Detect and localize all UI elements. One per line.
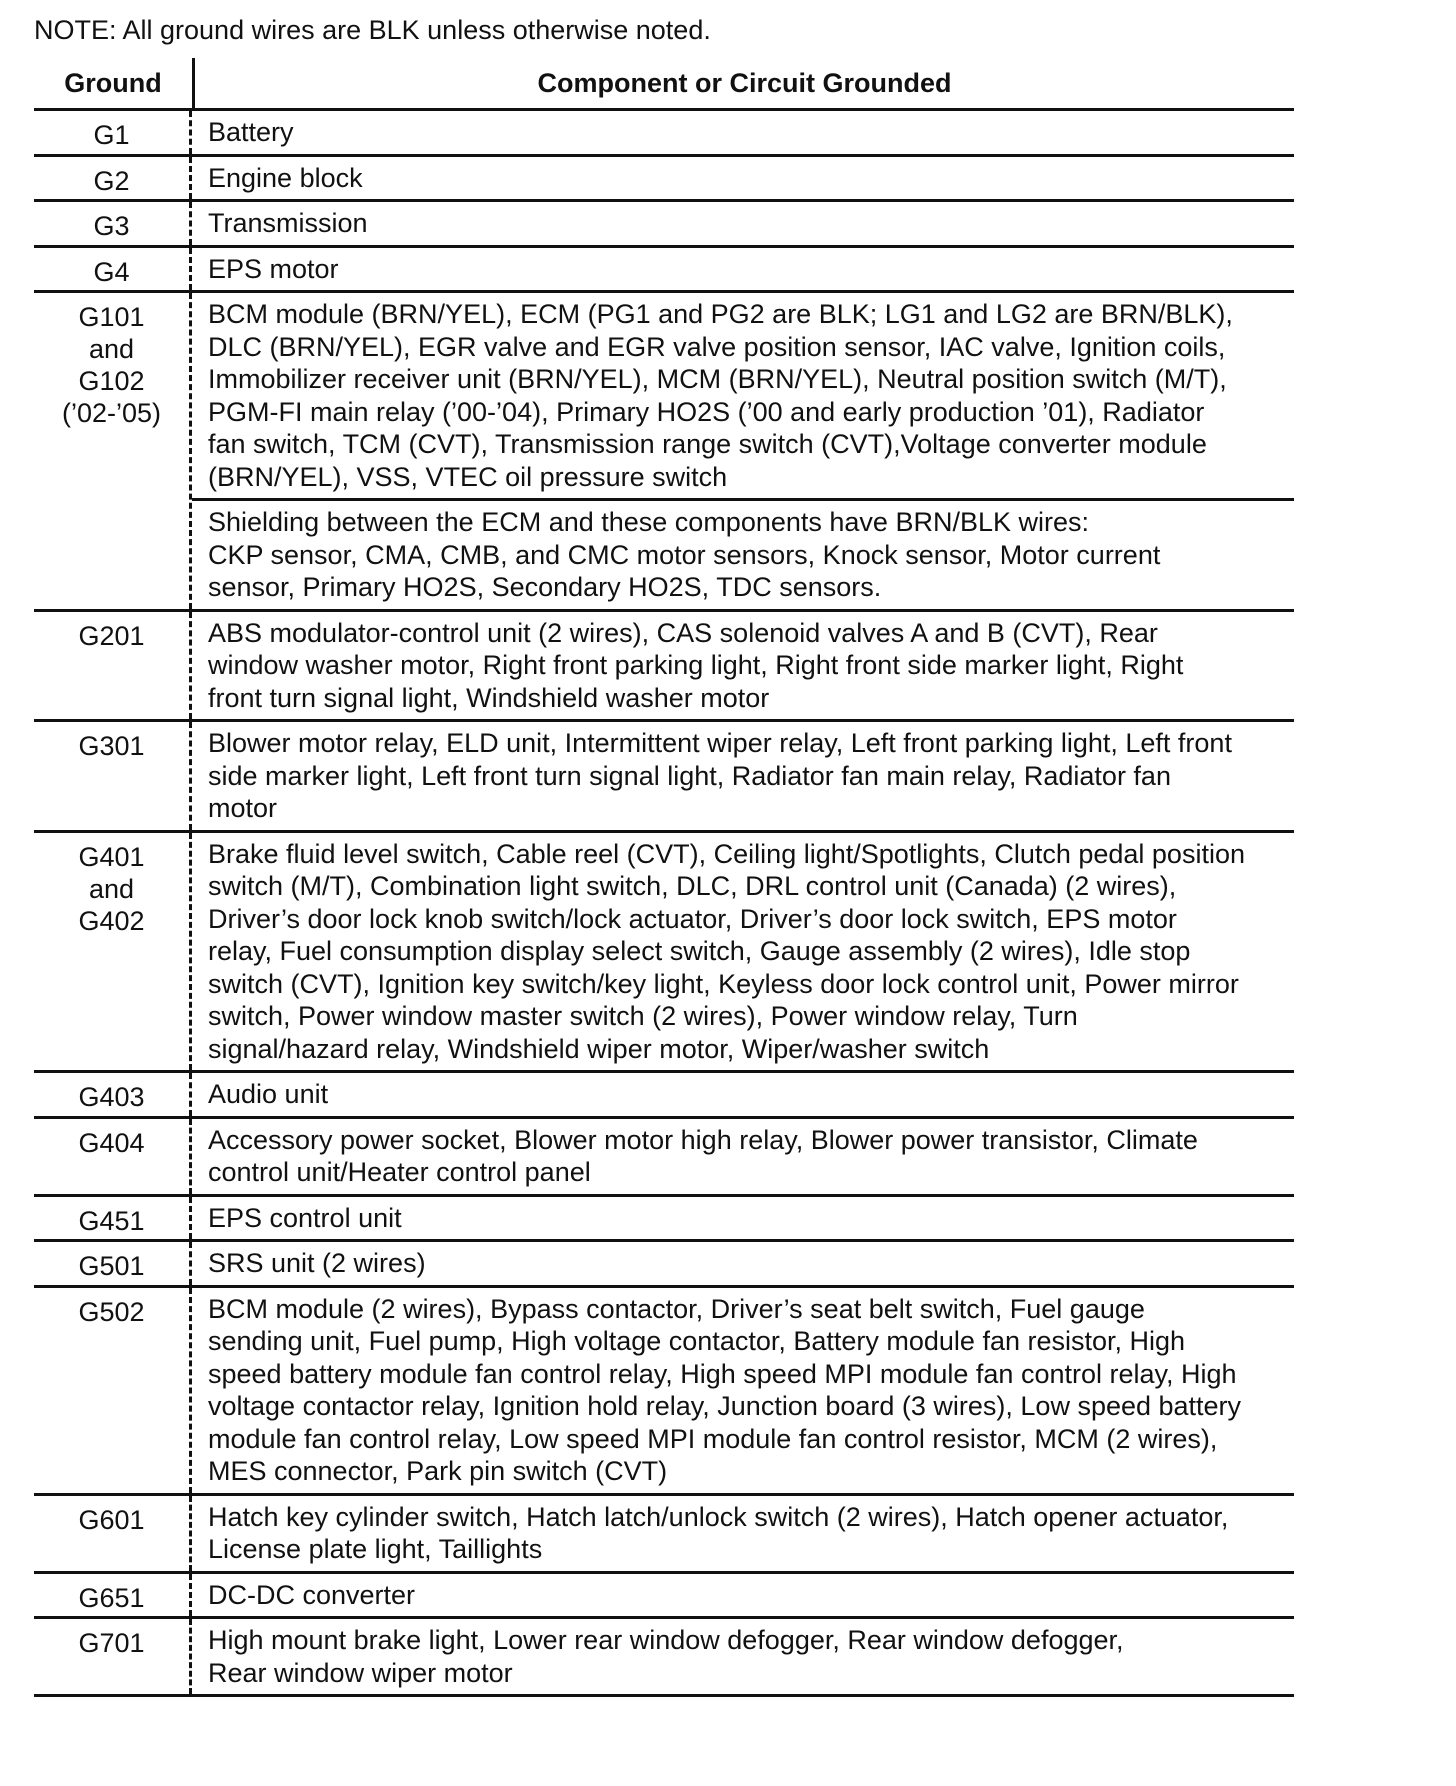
- ground-label: G102: [78, 366, 145, 396]
- component-cell: [192, 202, 1294, 245]
- component-line: sensor, Primary HO2S, Secondary HO2S, TDC sensors.: [208, 572, 882, 602]
- ground-cell: [34, 1496, 192, 1571]
- component-cell: [192, 157, 1294, 200]
- component-block: [192, 202, 1294, 245]
- ground-cell: [34, 157, 192, 200]
- component-cell: [192, 1574, 1294, 1617]
- table-row: [34, 248, 1294, 294]
- component-block: [192, 833, 1294, 1071]
- table-row: [34, 111, 1294, 157]
- component-cell: [192, 248, 1294, 291]
- ground-cell: [34, 1073, 192, 1116]
- table-row: [34, 1073, 1294, 1119]
- component-line: Engine block: [208, 162, 363, 193]
- ground-cell: [34, 111, 192, 154]
- ground-cell: [34, 1574, 192, 1617]
- ground-label: and: [88, 334, 135, 364]
- component-line: fan switch, TCM (CVT), Transmission range switch (CVT),Voltage converter module: [208, 429, 1207, 459]
- component-block: [192, 612, 1294, 720]
- component-block: [192, 248, 1294, 291]
- component-line: MES connector, Park pin switch (CVT): [208, 1456, 668, 1486]
- component-line: Accessory power socket, Blower motor high relay, Blower power transistor, Climate: [208, 1124, 1198, 1155]
- ground-label: G403: [78, 1082, 145, 1112]
- ground-cell: [34, 202, 192, 245]
- table-row: [34, 722, 1294, 833]
- table-row: [34, 1242, 1294, 1288]
- component-block: [192, 1574, 1294, 1617]
- table-row: [34, 833, 1294, 1074]
- header-component: Component or Circuit Grounded: [537, 68, 952, 98]
- component-block: [192, 1288, 1294, 1493]
- ground-cell: [34, 612, 192, 720]
- component-line: signal/hazard relay, Windshield wiper motor, Wiper/washer switch: [208, 1033, 990, 1064]
- component-line: control unit/Heater control panel: [208, 1157, 591, 1187]
- ground-label: G601: [78, 1504, 145, 1535]
- ground-label: G101: [78, 302, 145, 332]
- table-body: [34, 111, 1294, 1697]
- component-line: Driver’s door lock knob switch/lock actuator, Driver’s door lock switch, EPS motor: [208, 903, 1177, 934]
- table-row: [34, 202, 1294, 248]
- component-cell: [192, 612, 1294, 720]
- ground-label: G404: [78, 1127, 145, 1158]
- ground-label: G3: [93, 211, 130, 241]
- component-line: Brake fluid level switch, Cable reel (CVT), Ceiling light/Spotlights, Clutch pedal position: [208, 838, 1245, 869]
- component-cell: [192, 1197, 1294, 1240]
- ground-label: G651: [78, 1582, 145, 1613]
- ground-label: G301: [78, 731, 145, 761]
- component-line: EPS control unit: [208, 1202, 402, 1233]
- component-line: speed battery module fan control relay, High speed MPI module fan control relay, High: [208, 1358, 1237, 1389]
- table-row: [34, 1619, 1294, 1697]
- component-line: Rear window wiper motor: [208, 1657, 513, 1688]
- component-line: ABS modulator-control unit (2 wires), CAS solenoid valves A and B (CVT), Rear: [208, 617, 1158, 648]
- component-line: Transmission: [208, 208, 368, 238]
- component-line: relay, Fuel consumption display select switch, Gauge assembly (2 wires), Idle stop: [208, 936, 1191, 966]
- ground-label: G201: [78, 620, 145, 651]
- component-cell: [192, 1073, 1294, 1116]
- ground-label: G2: [93, 165, 130, 196]
- component-cell: [192, 293, 1294, 609]
- table-row: [34, 1288, 1294, 1496]
- component-line: EPS motor: [208, 253, 339, 284]
- component-block: [192, 157, 1294, 200]
- table-row: [34, 157, 1294, 203]
- component-cell: [192, 1242, 1294, 1285]
- ground-label: G1: [93, 120, 130, 150]
- ground-label: G501: [78, 1251, 145, 1281]
- component-line: switch, Power window master switch (2 wires), Power window relay, Turn: [208, 1001, 1078, 1031]
- table-row: [34, 612, 1294, 723]
- component-line: sending unit, Fuel pump, High voltage contactor, Battery module fan resistor, High: [208, 1326, 1186, 1356]
- component-line: Hatch key cylinder switch, Hatch latch/unlock switch (2 wires), Hatch opener actuator,: [208, 1501, 1229, 1532]
- component-line: DLC (BRN/YEL), EGR valve and EGR valve position sensor, IAC valve, Ignition coils,: [208, 331, 1226, 362]
- component-line: PGM-FI main relay (’00-’04), Primary HO2S (’00 and early production ’01), Radiator: [208, 396, 1205, 427]
- ground-label: (’02-’05): [61, 398, 162, 428]
- component-block: [192, 1619, 1294, 1694]
- ground-cell: [34, 293, 192, 609]
- ground-cell: [34, 1119, 192, 1194]
- table-row: [34, 1496, 1294, 1574]
- component-cell: [192, 833, 1294, 1071]
- table-header: [34, 58, 1294, 111]
- header-ground: Ground: [34, 58, 195, 108]
- ground-table: [34, 58, 1294, 1697]
- component-cell: [192, 1619, 1294, 1694]
- component-line: BCM module (BRN/YEL), ECM (PG1 and PG2 are BLK; LG1 and LG2 are BRN/BLK),: [208, 299, 1233, 329]
- component-block: [192, 1073, 1294, 1116]
- component-line: Blower motor relay, ELD unit, Intermittent wiper relay, Left front parking light, Left front: [208, 728, 1232, 758]
- component-cell: [192, 1288, 1294, 1493]
- ground-cell: [34, 248, 192, 291]
- table-row: [34, 1574, 1294, 1620]
- ground-label: G701: [78, 1628, 145, 1658]
- component-cell: [192, 1119, 1294, 1194]
- component-line: License plate light, Taillights: [208, 1534, 543, 1564]
- ground-label: G4: [93, 256, 130, 287]
- component-line: module fan control relay, Low speed MPI module fan control resistor, MCM (2 wires),: [208, 1423, 1218, 1454]
- ground-cell: [34, 722, 192, 830]
- component-block: [192, 293, 1294, 498]
- component-line: Immobilizer receiver unit (BRN/YEL), MCM (BRN/YEL), Neutral position switch (M/T),: [208, 364, 1227, 394]
- ground-cell: [34, 1197, 192, 1240]
- ground-label: G401: [78, 841, 145, 872]
- component-line: Shielding between the ECM and these components have BRN/BLK wires:: [208, 507, 1089, 537]
- ground-label: G402: [78, 905, 145, 936]
- component-line: front turn signal light, Windshield washer motor: [208, 682, 770, 713]
- component-line: window washer motor, Right front parking light, Right front side marker light, Right: [208, 650, 1184, 680]
- component-line: (BRN/YEL), VSS, VTEC oil pressure switch: [208, 461, 728, 492]
- component-block: [192, 498, 1294, 609]
- component-line: High mount brake light, Lower rear window defogger, Rear window defogger,: [208, 1625, 1124, 1655]
- table-row: [34, 1197, 1294, 1243]
- component-line: Audio unit: [208, 1079, 329, 1109]
- component-line: voltage contactor relay, Ignition hold relay, Junction board (3 wires), Low speed battery: [208, 1391, 1242, 1421]
- ground-cell: [34, 1242, 192, 1285]
- component-line: CKP sensor, CMA, CMB, and CMC motor sensors, Knock sensor, Motor current: [208, 539, 1161, 570]
- component-line: BCM module (2 wires), Bypass contactor, Driver’s seat belt switch, Fuel gauge: [208, 1293, 1145, 1324]
- component-line: DC-DC converter: [208, 1579, 416, 1610]
- component-cell: [192, 1496, 1294, 1571]
- component-block: [192, 1197, 1294, 1240]
- component-line: switch (CVT), Ignition key switch/key light, Keyless door lock control unit, Power mirror: [208, 968, 1239, 999]
- ground-label: and: [88, 873, 135, 904]
- ground-cell: [34, 1288, 192, 1493]
- component-cell: [192, 111, 1294, 154]
- ground-label: G502: [78, 1296, 145, 1327]
- ground-cell: [34, 1619, 192, 1694]
- component-block: [192, 722, 1294, 830]
- component-line: motor: [208, 793, 278, 823]
- component-block: [192, 111, 1294, 154]
- component-line: SRS unit (2 wires): [208, 1248, 426, 1278]
- component-line: side marker light, Left front turn signal light, Radiator fan main relay, Radiator fan: [208, 760, 1171, 791]
- note-text: NOTE: All ground wires are BLK unless otherwise noted.: [34, 15, 711, 45]
- component-block: [192, 1496, 1294, 1571]
- component-line: switch (M/T), Combination light switch, DLC, DRL control unit (Canada) (2 wires),: [208, 871, 1177, 901]
- ground-cell: [34, 833, 192, 1071]
- table-row: [34, 1119, 1294, 1197]
- table-row: [34, 293, 1294, 612]
- ground-label: G451: [78, 1205, 145, 1236]
- component-block: [192, 1242, 1294, 1285]
- component-block: [192, 1119, 1294, 1194]
- component-line: Battery: [208, 117, 294, 147]
- component-cell: [192, 722, 1294, 830]
